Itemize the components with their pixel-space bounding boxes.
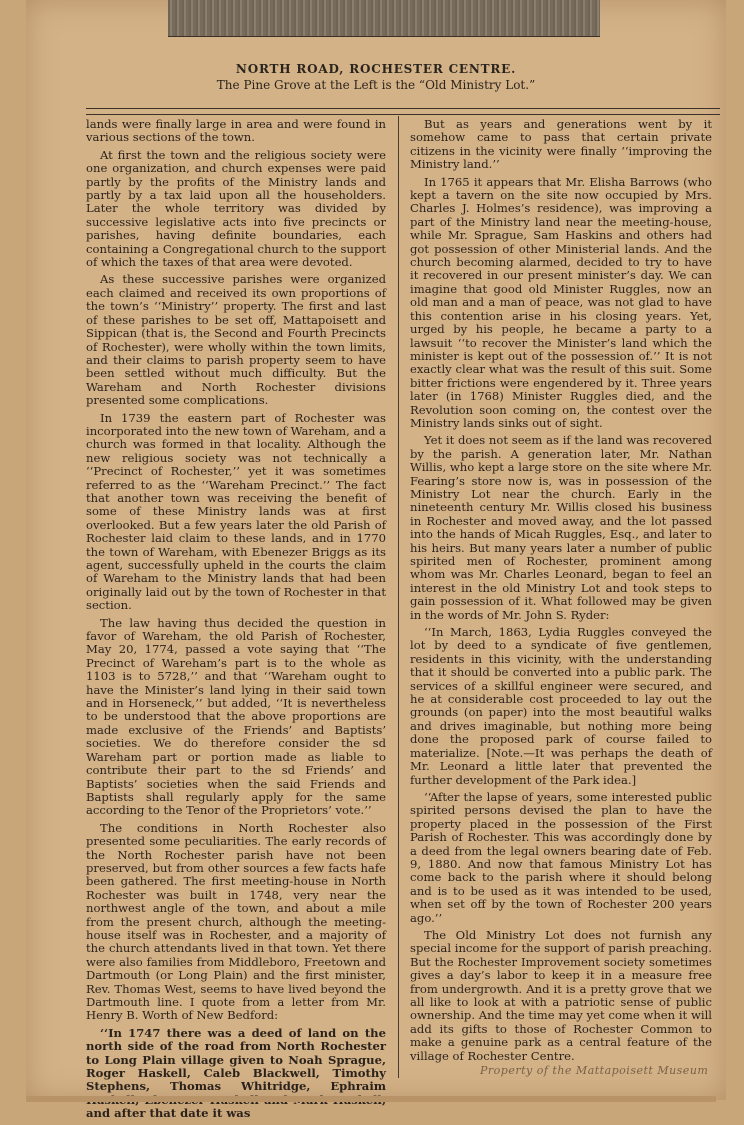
paragraph: As these successive parishes were organized each claimed and received its own proportions of the town’s ‘‘Ministry’’ property. The first and last of these parishes to be set off, Mattapoisett and Sippican (that is, the Second and Fourth Precincts of Rochester), were wholly within the town limits, and their claims to parish property seem to have been settled without much difficulty. But the Wareham and North Rochester divisions presented some complications. [86,272,386,408]
paragraph: In 1739 the eastern part of Rochester was incorporated into the new town of Wareham, and a church was formed in that locality. Although the new religious society was not technically a ‘‘Precinct of Rochester,’’ yet it was sometimes referred to as the ‘‘Wareham Precinct.’’ The fact that another town was receiving the benefit of some of these Ministry lands was at first overlooked. But a few years later the old Parish of Rochester laid claim to these lands, and in 1770 the town of Wareham, with Ebenezer Briggs as its agent, successfully upheld in the courts the claim of Wareham to the Ministry lands that had been originally laid out by the town of Rochester in that section. [86,410,386,613]
paragraph: lands were finally large in area and were found in various sections of the town. [86,117,386,145]
paragraph: The law having thus decided the question in favor of Wareham, the old Parish of Rochester, May 20, 1774, passed a vote saying that ‘‘The Precinct of Wareham’s part is to the whole as 1103 is to 5728,’’ and that ‘‘Wareham ought to have the Minister’s land lying in their said town and in Horseneck,’’ but added, ‘‘It is nevertheless to be understood that the above proportions are made exclusive of the Friends’ and Baptists’ societies. We do therefore consider the sd Wareham part or portion made as liable to contribute their part to the sd Friends’ and Baptists’ societies when the said Friends and Baptists shall regularly apply for the same according to the Tenor of the Proprietors’ vote.’’ [86,615,386,818]
paragraph: But as years and generations went by it somehow came to pass that certain private citizens in the vicinity were finally ‘‘improving the Ministry land.’’ [410,117,712,172]
paragraph: ‘‘In 1747 there was a deed of land on the north side of the road from North Rochester to Long Plain village given to Noah Sprague, Roger Haskell, Caleb Blackwell, Timothy Stephens, Thomas Whitridge, Ephraim and after that date it was [86,1025,386,1121]
paper-edge [26,1096,716,1102]
photo-caption-subtitle: The Pine Grove at the Left is the “Old Ministry Lot.” [216,78,536,92]
photo-caption-title: NORTH ROAD, ROCHESTER CENTRE. [235,62,517,76]
paragraph: Yet it does not seem as if the land was recovered by the parish. A generation later, Mr. Nathan Willis, who kept a large store on the site where Mr. Fearing’s store now is, was in possession of the Ministry Lot near the church. Early in the nineteenth century Mr. Willis closed his business in Rochester and moved away, and the lot passed into the hands of Micah Ruggles, Esq., and later to his heirs. But many years later a number of public spirited men of Rochester, prominent among whom was Mr. Charles Leonard, began to feel an interest in the old Ministry Lot and took steps to gain possession of it. What followed may be given in the words of Mr. John S. Ryder: [410,433,712,622]
museum-watermark: Property of the Mattapoisett Museum [480,1064,709,1077]
paragraph: At first the town and the religious society were one organization, and church expenses were paid partly by the profits of the Ministry lands and partly by a tax laid upon all the householders. Later the whole territory was divided by successive legislative acts into five precincts or parishes, having definite boundaries, each containing a Congregational church to the support of which the taxes of that area were devoted. [86,147,386,270]
paragraph: ‘‘In March, 1863, Lydia Ruggles conveyed the lot by deed to a syndicate of five gentlemen, residents in this vicinity, with the understanding that it should be converted into a public park. The services of a skillful engineer were secured, and he at considerable cost proceeded to lay out the grounds (on paper) into the most beautiful walks and drives imaginable, but nothing more being done the proposed park of course failed to materialize. [Note.—It was perhaps the death of Mr. Leonard a little later that prevented the further development of the Park idea.] [410,625,712,787]
top-rule [86,108,720,109]
paragraph: ‘‘After the lapse of years, some interested public spirited persons devised the plan to have the property placed in the possession of the First Parish of Rochester. This was accordingly done by a deed from the legal owners bearing date of Feb. 9, 1880. And now that famous Ministry Lot has come back to the parish where it should belong and is to be used as it was intended to be used, when set off by the town of Rochester 200 years ago.’’ [410,789,712,925]
top-rule-2 [86,114,720,115]
right-column [410,118,712,1067]
left-column [86,118,386,1125]
paragraph: In 1765 it appears that Mr. Elisha Barrows (who kept a tavern on the site now occupied by Mrs. Charles J. Holmes’s residence), was improving a part of the Ministry land near the meeting-house, while Mr. Sprague, Sam Haskins and others had got possession of other Ministerial lands. And the church becoming alarmed, decided to try to have it recovered in our present minister’s day. We can imagine that good old Minister Ruggles, now an old man and a man of peace, was not glad to have this contention arise in his closing years. Yet, urged by his people, he became a party to a lawsuit ‘‘to recover the Minister’s land which the minister is kept out of the possession of.’’ It is not exactly clear what was the result of this suit. Some bitter frictions were engendered by it. Three years later (in 1768) Minister Ruggles died, and the Revolution soon coming on, the contest over the Ministry lands sinks out of sight. [410,174,712,430]
column-divider [398,116,399,1078]
paragraph: The Old Ministry Lot does not furnish any special income for the support of parish preaching. But the Rochester Improvement society sometimes gives a day’s labor to keep it in a measure free from undergrowth. And it is a pretty grove that we all like to look at with a patriotic sense of public ownership. And the time may yet come when it will add its gifts to those of Rochester Common to make a genuine park as a central feature of the village of Rochester Centre. [410,927,712,1063]
photo-fragment [168,0,600,37]
paragraph: The conditions in North Rochester also presented some peculiarities. The early records of the North Rochester parish have not been preserved, but from other sources a few facts hafe been gathered. The first meeting-house in North Rochester was built in 1748, very near the northwest angle of the town, and about a mile from the present church, although the meeting-house itself was in Rochester, and a majority of the church attendants lived in that town. Yet there were also families from Middleboro, Freetown and Dartmouth (or Long Plain) and the first minister, Rev. Thomas West, seems to have lived beyond the Dartmouth line. I quote from a letter from Mr. Henry B. Worth of New Bedford: [86,820,386,1023]
